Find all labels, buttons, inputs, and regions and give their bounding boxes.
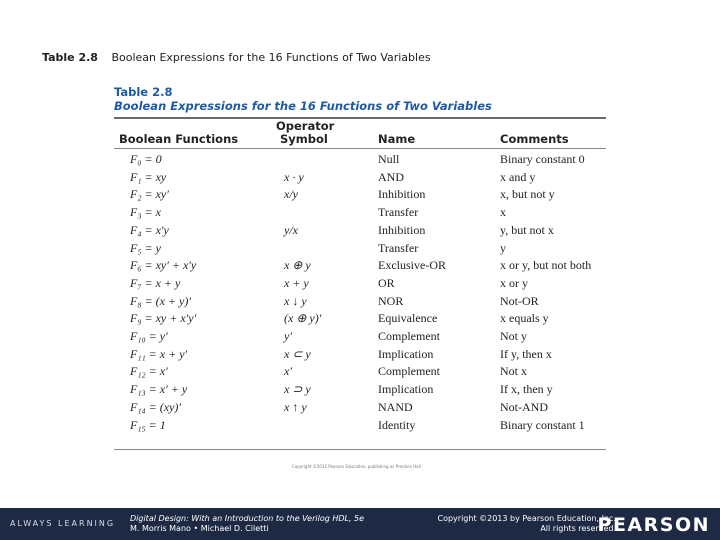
table-label: Table 2.8	[114, 85, 173, 99]
table-header-rule	[114, 148, 606, 149]
cell-function: F₁ = xy	[130, 169, 167, 184]
table-row	[0, 205, 720, 223]
table-row	[0, 311, 720, 329]
cell-comment: y, but not x	[500, 222, 554, 237]
cell-function: F₃ = x	[130, 205, 161, 220]
header-operator-symbol	[276, 120, 334, 146]
header-operator-line1: Operator	[276, 119, 335, 133]
cell-operator: (x ⊕ y)′	[284, 311, 322, 326]
table-top-rule	[114, 117, 606, 119]
cell-operator: x + y	[284, 275, 309, 290]
cell-comment: If y, then x	[500, 346, 552, 361]
cell-name: Complement	[378, 329, 440, 343]
cell-operator: x ⊕ y	[284, 258, 311, 273]
cell-name: Implication	[378, 382, 434, 397]
slide-title	[42, 51, 431, 64]
table-row	[0, 294, 720, 312]
cell-function: F₈ = (x + y)′	[130, 293, 191, 308]
table-row	[0, 329, 720, 347]
footer-copyright-line1: Copyright ©2013 by Pearson Education, Inc.	[437, 514, 616, 523]
book-authors: M. Morris Mano • Michael D. Ciletti	[130, 524, 269, 533]
cell-name: Equivalence	[378, 311, 438, 326]
cell-function: F₁₁ = x + y′	[130, 346, 188, 361]
book-title: Digital Design: With an Introduction to the Verilog HDL, 5e	[130, 514, 365, 523]
cell-name: Transfer	[378, 240, 419, 255]
cell-name: NAND	[378, 399, 413, 414]
cell-operator: x ⊃ y	[284, 382, 311, 397]
cell-name: Null	[378, 152, 400, 166]
cell-name: AND	[378, 169, 404, 184]
cell-operator: x ⊂ y	[284, 346, 311, 361]
footer-bar	[0, 508, 720, 540]
table-copyright: Copyright ©2012 Pearson Education, publishing as Prentice Hall	[292, 464, 421, 469]
always-learning-text: ALWAYS LEARNING	[10, 519, 116, 528]
table-row	[0, 187, 720, 205]
cell-name: Exclusive-OR	[378, 258, 446, 273]
table-caption: Boolean Expressions for the 16 Functions of Two Variables	[114, 99, 492, 113]
header-boolean-functions: Boolean Functions	[119, 132, 239, 146]
cell-operator: y′	[284, 329, 292, 343]
cell-function: F₁₂ = x′	[130, 364, 168, 379]
cell-name: Transfer	[378, 205, 419, 220]
cell-operator: x ↓ y	[284, 293, 307, 308]
cell-name: Implication	[378, 346, 434, 361]
cell-function: F₂ = xy′	[130, 187, 169, 202]
table-row	[0, 170, 720, 188]
cell-comment: x equals y	[500, 311, 549, 326]
slide-table-number: Table 2.8	[42, 51, 98, 64]
cell-comment: x or y, but not both	[500, 258, 592, 273]
cell-operator: x/y	[284, 187, 298, 202]
header-comments: Comments	[500, 132, 569, 146]
cell-comment: Not y	[500, 329, 527, 343]
cell-operator: y/x	[284, 222, 298, 237]
cell-name: Inhibition	[378, 222, 426, 237]
cell-function: F₆ = xy′ + x′y	[130, 258, 197, 273]
cell-comment: x and y	[500, 169, 536, 184]
cell-name: Identity	[378, 417, 416, 432]
cell-comment: Not x	[500, 364, 527, 379]
table-row	[0, 418, 720, 436]
cell-name: OR	[378, 275, 395, 290]
table-bottom-rule	[114, 449, 606, 450]
cell-function: F₉ = xy + x′y′	[130, 311, 197, 326]
table-row	[0, 347, 720, 365]
cell-function: F₁₀ = y′	[130, 329, 168, 343]
cell-name: NOR	[378, 293, 404, 308]
cell-function: F₁₄ = (xy)′	[130, 399, 182, 414]
cell-comment: Binary constant 1	[500, 417, 585, 432]
header-name: Name	[378, 132, 416, 146]
footer-copyright	[437, 514, 616, 534]
cell-comment: Binary constant 0	[500, 152, 585, 166]
table-row	[0, 258, 720, 276]
cell-comment: x	[500, 205, 506, 220]
book-credit	[130, 514, 364, 534]
cell-function: F₅ = y	[130, 240, 161, 255]
cell-comment: If x, then y	[500, 382, 553, 397]
table-row	[0, 382, 720, 400]
header-operator-line2: Symbol	[280, 132, 328, 146]
cell-comment: x or y	[500, 275, 528, 290]
cell-comment: Not-AND	[500, 399, 548, 414]
table-row	[0, 241, 720, 259]
cell-function: F₇ = x + y	[130, 275, 181, 290]
cell-comment: x, but not y	[500, 187, 555, 202]
cell-operator: x ↑ y	[284, 399, 307, 414]
cell-comment: Not-OR	[500, 293, 539, 308]
cell-function: F₀ = 0	[130, 152, 162, 166]
cell-comment: y	[500, 240, 506, 255]
cell-function: F₁₃ = x′ + y	[130, 382, 188, 397]
cell-function: F₁₅ = 1	[130, 417, 166, 432]
cell-function: F₄ = x′y	[130, 222, 169, 237]
cell-name: Complement	[378, 364, 440, 379]
slide-table-title: Boolean Expressions for the 16 Functions of Two Variables	[111, 51, 431, 64]
table-row	[0, 364, 720, 382]
pearson-logo: PEARSON	[597, 514, 710, 536]
table-row	[0, 400, 720, 418]
cell-operator: x′	[284, 364, 292, 379]
cell-operator: x · y	[284, 169, 304, 184]
cell-name: Inhibition	[378, 187, 426, 202]
table-row	[0, 223, 720, 241]
table-row	[0, 152, 720, 170]
table-row	[0, 276, 720, 294]
footer-copyright-line2: All rights reserved.	[540, 524, 616, 533]
